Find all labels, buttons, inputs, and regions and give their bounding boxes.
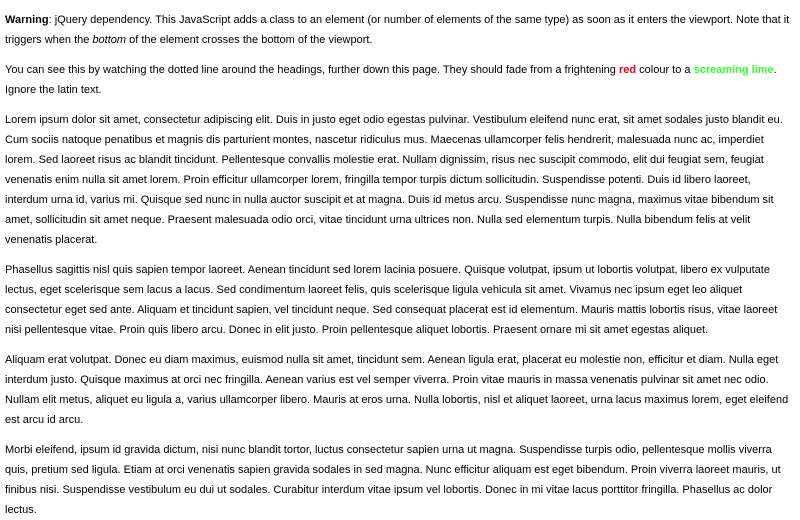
- demo-text-1: You can see this by watching the dotted line around the headings, further down this page. They should fade from a frightening: [5, 64, 619, 76]
- lorem-paragraph-1: Lorem ipsum dolor sit amet, consectetur adipiscing elit. Duis in justo eget odio egestas pulvinar. Vestibulum eleifend nunc erat, sit amet sodales justo blandit eu. Cum sociis natoque penatibus et magnis dis parturient montes, nascetur ridiculus mus. Maecenas ullamcorper felis hendrerit, malesuada nunc ac, imperdiet lorem. Sed laoreet risus ac blandit tincidunt. Pellentesque convallis molestie erat. Nullam dignissim, risus nec suscipit commodo, elit dui feugiat sem, feugiat venenatis enim nulla sit amet lorem. Proin efficitur ullamcorper lorem, fringilla tempor turpis dictum sollicitudin. Suspendisse potenti. Duis id libero laoreet, interdum urna id, varius mi. Quisque sed nunc in nulla auctor suscipit et at magna. Duis id metus arcu. Suspendisse nunc magna, maximus vitae bibendum sit amet, sollicitudin sit amet neque. Praesent malesuada odio orci, vitae tincidunt urna ultrices non. Nulla sed elementum turpis. Nulla bibendum felis at velit venenatis placerat.: [5, 114, 783, 246]
- red-word: red: [618, 64, 637, 76]
- demo-text-2: colour to a: [636, 64, 694, 76]
- warning-paragraph: [5, 10, 795, 50]
- lorem-paragraph-4: Morbi eleifend, ipsum id gravida dictum, nisi nunc blandit tortor, luctus consectetur sapien urna ut magna. Suspendisse turpis odio, pellentesque mollis viverra quis, pretium sed ligula. Etiam at orci venenatis sapien gravida sodales in sed magna. Nunc efficitur aliquam est eget bibendum. Proin viverra laoreet mauris, ut finibus nisi. Suspendisse vestibulum eu dui ut sodales. Curabitur interdum vitae ipsum vel lobortis. Donec in mi vitae lacus porttitor fringilla. Phasellus ac dolor lectus.: [5, 444, 781, 516]
- page-content: [0, 10, 800, 516]
- warning-text-1: : jQuery dependency. This JavaScript adds a class to an element (or number of elements of the same type) as soon as it enters the viewport. Note that it triggers when the: [5, 14, 790, 46]
- lime-word: screaming lime: [693, 64, 774, 76]
- demo-paragraph: [5, 60, 795, 100]
- lorem-paragraph-2: Phasellus sagittis nisl quis sapien tempor laoreet. Aenean tincidunt sed lorem lacinia posuere. Quisque volutpat, ipsum ut lobortis volutpat, libero ex vulputate lectus, eget scelerisque sem lacus a lacus. Sed condimentum laoreet felis, quis scelerisque ligula vehicula sit amet. Vivamus nec ipsum eget leo aliquet consectetur eget sed ante. Aliquam et tincidunt sapien, vel tincidunt neque. Sed consequat placerat est id elementum. Mauris mattis lobortis risus, vitae laoreet nisi pellentesque vitae. Proin quis libero arcu. Donec in elit justo. Proin pellentesque aliquet lobortis. Praesent ornare mi sit amet egestas aliquet.: [5, 264, 778, 336]
- warning-label: Warning: [5, 14, 49, 26]
- warning-text-2: of the element crosses the bottom of the viewport.: [126, 34, 373, 46]
- demo-text-3: . Ignore the latin text.: [5, 64, 777, 96]
- lorem-paragraph-3: Aliquam erat volutpat. Donec eu diam maximus, euismod nulla sit amet, tincidunt sem. Aenean ligula erat, placerat eu molestie non, efficitur et diam. Nulla eget interdum justo. Quisque maximus at orci nec fringilla. Aenean varius est vel semper viverra. Proin vitae mauris in massa venenatis pulvinar sit amet nec odio. Nullam elit metus, aliquet eu ligula a, varius ullamcorper libero. Mauris at eros urna. Nulla lobortis, nisl et aliquet laoreet, urna lacus maximus lorem, eget eleifend est arcu id arcu.: [5, 354, 789, 426]
- warning-emphasis: bottom: [92, 34, 127, 46]
